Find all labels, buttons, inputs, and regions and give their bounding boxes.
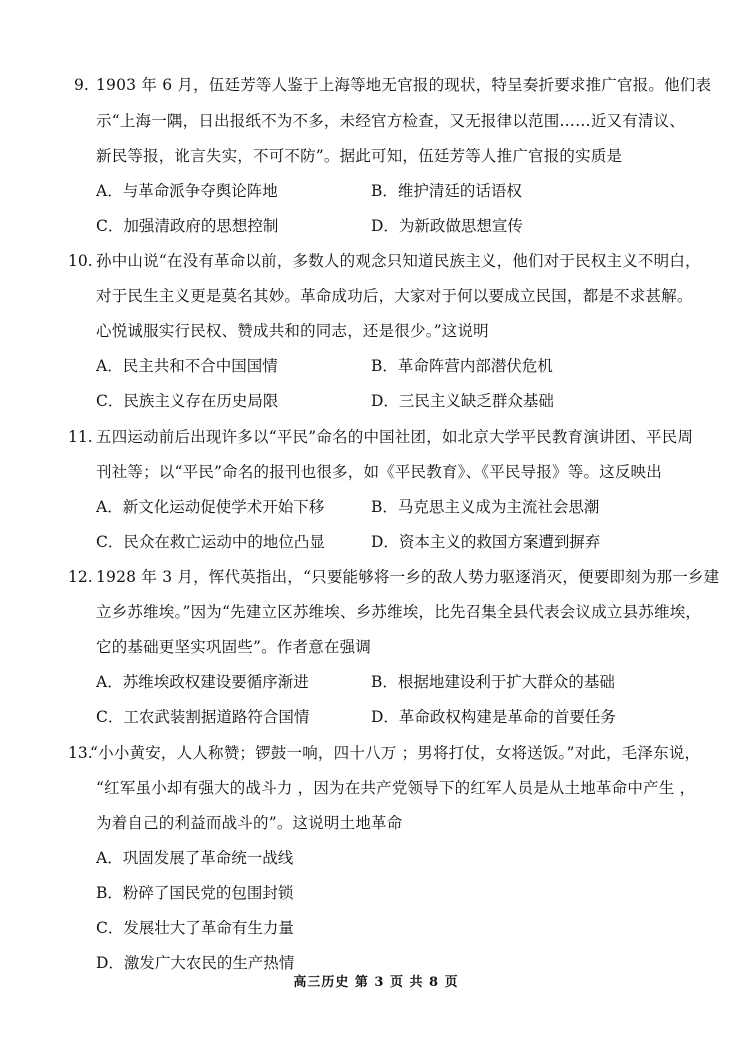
question-number: 10. <box>68 252 93 270</box>
option-d: D．激发广大农民的生产热情 <box>96 954 295 972</box>
option-c: C．民众在救亡运动中的地位凸显 <box>96 533 325 551</box>
option-c: C．发展壮大了革命有生力量 <box>96 919 294 937</box>
question-text-line: 1903 年 6 月，伍廷芳等人鉴于上海等地无官报的现状，特呈奏折要求推广官报。他们表 <box>96 76 712 94</box>
question-text-line: 立乡苏维埃。”因为“先建立区苏维埃、乡苏维埃，比先召集全县代表会议成立县苏维埃， <box>96 603 702 621</box>
option-a: A．巩固发展了革命统一战线 <box>96 849 294 867</box>
option-a: A．新文化运动促使学术开始下移 <box>96 498 325 516</box>
question-text-line: “小小黄安，人人称赞；锣鼓一响，四十八万 ；男将打仗，女将送饭。”对此，毛泽东说， <box>90 744 701 762</box>
page-footer: 高三历史 第 3 页 共 8 页 <box>293 975 459 990</box>
question-text-line: 为着自己的利益而战斗的”。这说明土地革命 <box>96 814 403 832</box>
option-d: D．三民主义缺乏群众基础 <box>371 392 554 410</box>
question-text-line: 示“上海一隅，日出报纸不为不多，未经官方检查，又无报律以范围……近又有清议、 <box>96 112 686 130</box>
question-number: 13. <box>68 744 93 762</box>
option-b: B．革命阵营内部潜伏危机 <box>371 357 553 375</box>
question-text-line: 刊社等；以“平民”命名的报刊也很多，如《平民教育》、《平民导报》等。这反映出 <box>96 463 662 481</box>
question-text-line: 新民等报，讹言失实，不可不防”。据此可知，伍廷芳等人推广官报的实质是 <box>96 147 623 165</box>
option-a: A．与革命派争夺舆论阵地 <box>96 182 278 200</box>
question-number: 12. <box>68 568 93 586</box>
question-number: 11. <box>68 428 93 446</box>
option-c: C．工农武装割据道路符合国情 <box>96 708 310 726</box>
option-b: B．维护清廷的话语权 <box>371 182 522 200</box>
question-text-line: 它的基础更坚实巩固些”。作者意在强调 <box>96 638 372 656</box>
option-c: C．加强清政府的思想控制 <box>96 217 279 235</box>
option-b: B．马克思主义成为主流社会思潮 <box>371 498 600 516</box>
option-a: A．苏维埃政权建设要循序渐进 <box>96 673 309 691</box>
option-c: C．民族主义存在历史局限 <box>96 392 279 410</box>
option-b: B．粉碎了国民党的包围封锁 <box>96 884 294 902</box>
option-d: D．为新政做思想宣传 <box>371 217 523 235</box>
option-b: B．根据地建设利于扩大群众的基础 <box>371 673 615 691</box>
question-text-line: 1928 年 3 月，恽代英指出，“只要能够将一乡的敌人势力驱逐消灭，便要即刻为那一乡建 <box>96 568 720 586</box>
question-text-line: 对于民生主义更是莫名其妙。革命成功后，大家对于何以要成立民国，都是不求甚解。 <box>96 287 693 305</box>
question-number: 9. <box>74 76 89 94</box>
question-text-line: “红军虽小却有强大的战斗力 ，因为在共产党领导下的红军人员是从土地革命中产生 ， <box>96 779 696 797</box>
option-d: D．革命政权构建是革命的首要任务 <box>371 708 616 726</box>
question-text-line: 孙中山说“在没有革命以前，多数人的观念只知道民族主义，他们对于民权主义不明白， <box>96 252 701 270</box>
question-text-line: 五四运动前后出现许多以“平民”命名的中国社团，如北京大学平民教育演讲团、平民周 <box>96 428 694 446</box>
option-a: A．民主共和不合中国国情 <box>96 357 278 375</box>
option-d: D．资本主义的救国方案遭到摒弃 <box>371 533 601 551</box>
question-text-line: 心悦诚服实行民权、赞成共和的同志，还是很少。”这说明 <box>96 322 489 340</box>
